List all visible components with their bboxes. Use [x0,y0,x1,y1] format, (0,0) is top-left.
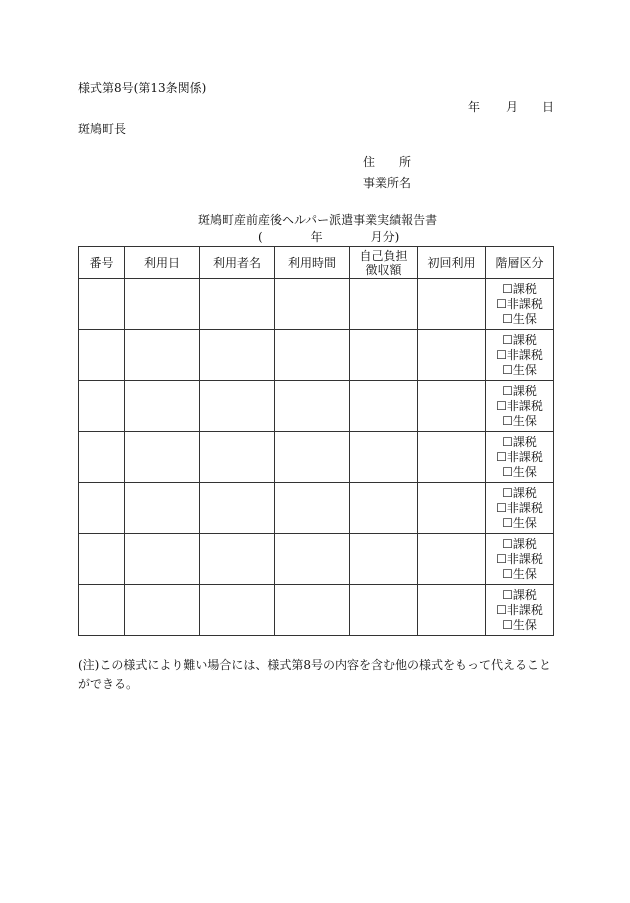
tier-option-checkbox[interactable]: ☐生保 [502,566,537,581]
col-use-date: 利用日 [125,247,200,279]
tier-option-checkbox[interactable]: ☐課税 [502,281,537,296]
col-first-use: 初回利用 [418,247,486,279]
tier-option-checkbox[interactable]: ☐課税 [502,485,537,500]
tier-option-checkbox[interactable]: ☐生保 [502,311,537,326]
user-name-cell[interactable] [200,279,275,330]
form-number: 様式第8号(第13条関係) [78,81,207,95]
first-use-cell[interactable] [418,381,486,432]
self-pay-cell[interactable] [350,279,418,330]
tier-option-checkbox[interactable]: ☐生保 [502,617,537,632]
use-time-cell[interactable] [275,432,350,483]
user-name-cell[interactable] [200,432,275,483]
number-cell[interactable] [79,432,125,483]
table-row [79,534,554,585]
tier-option-checkbox[interactable]: ☐非課税 [496,500,543,515]
tier-option-checkbox[interactable]: ☐課税 [502,332,537,347]
tier-option-checkbox[interactable]: ☐非課税 [496,296,543,311]
col-user-name: 利用者名 [200,247,275,279]
use-date-cell[interactable] [125,432,200,483]
user-name-cell[interactable] [200,534,275,585]
use-date-cell[interactable] [125,279,200,330]
number-cell[interactable] [79,381,125,432]
tier-option-checkbox[interactable]: ☐生保 [502,464,537,479]
table-row [79,432,554,483]
table-row [79,381,554,432]
self-pay-cell[interactable] [350,585,418,636]
address-label: 住 所 [363,155,412,169]
tier-option-checkbox[interactable]: ☐非課税 [496,551,543,566]
tier-option-checkbox[interactable]: ☐課税 [502,587,537,602]
use-time-cell[interactable] [275,534,350,585]
date-line [468,100,554,114]
number-cell[interactable] [79,483,125,534]
first-use-cell[interactable] [418,330,486,381]
number-cell[interactable] [79,279,125,330]
tier-option-checkbox[interactable]: ☐生保 [502,413,537,428]
tier-cell [486,585,554,636]
tier-cell [486,381,554,432]
use-time-cell[interactable] [275,483,350,534]
use-date-cell[interactable] [125,381,200,432]
use-time-cell[interactable] [275,381,350,432]
report-title: 斑鳩町産前産後ヘルパー派遣事業実績報告書 [198,213,438,227]
number-cell[interactable] [79,330,125,381]
tier-option-checkbox[interactable]: ☐非課税 [496,449,543,464]
use-time-cell[interactable] [275,279,350,330]
first-use-cell[interactable] [418,585,486,636]
tier-option-checkbox[interactable]: ☐非課税 [496,602,543,617]
header-row [79,247,554,279]
col-number: 番号 [79,247,125,279]
report-table [78,246,554,636]
report-period: ( 年 月分) [258,230,400,244]
tier-option-checkbox[interactable]: ☐課税 [502,434,537,449]
table-row [79,585,554,636]
self-pay-cell[interactable] [350,432,418,483]
tier-cell [486,534,554,585]
use-date-cell[interactable] [125,330,200,381]
table-row [79,330,554,381]
recipient: 斑鳩町長 [78,122,127,136]
tier-option-checkbox[interactable]: ☐非課税 [496,398,543,413]
first-use-cell[interactable] [418,483,486,534]
number-cell[interactable] [79,585,125,636]
user-name-cell[interactable] [200,330,275,381]
col-self-pay: 自己負担 徴収額 [350,247,418,279]
col-tier: 階層区分 [486,247,554,279]
self-pay-cell[interactable] [350,534,418,585]
use-date-cell[interactable] [125,483,200,534]
tier-cell [486,483,554,534]
first-use-cell[interactable] [418,432,486,483]
date-day-label: 日 [542,100,555,114]
office-name-label: 事業所名 [363,176,412,190]
tier-option-checkbox[interactable]: ☐生保 [502,362,537,377]
date-month-label: 月 [506,100,519,114]
user-name-cell[interactable] [200,381,275,432]
tier-option-checkbox[interactable]: ☐生保 [502,515,537,530]
table-row [79,483,554,534]
tier-cell [486,330,554,381]
self-pay-cell[interactable] [350,330,418,381]
tier-option-checkbox[interactable]: ☐非課税 [496,347,543,362]
tier-option-checkbox[interactable]: ☐課税 [502,383,537,398]
footnote: (注)この様式により難い場合には、様式第8号の内容を含む他の様式をもって代えることができる。 [78,658,552,691]
use-time-cell[interactable] [275,585,350,636]
self-pay-cell[interactable] [350,381,418,432]
tier-cell [486,279,554,330]
use-time-cell[interactable] [275,330,350,381]
self-pay-cell[interactable] [350,483,418,534]
table-body [79,279,554,636]
col-use-time: 利用時間 [275,247,350,279]
user-name-cell[interactable] [200,483,275,534]
first-use-cell[interactable] [418,534,486,585]
number-cell[interactable] [79,534,125,585]
user-name-cell[interactable] [200,585,275,636]
tier-option-checkbox[interactable]: ☐課税 [502,536,537,551]
use-date-cell[interactable] [125,585,200,636]
table-row [79,279,554,330]
date-year-label: 年 [468,100,481,114]
first-use-cell[interactable] [418,279,486,330]
use-date-cell[interactable] [125,534,200,585]
tier-cell [486,432,554,483]
